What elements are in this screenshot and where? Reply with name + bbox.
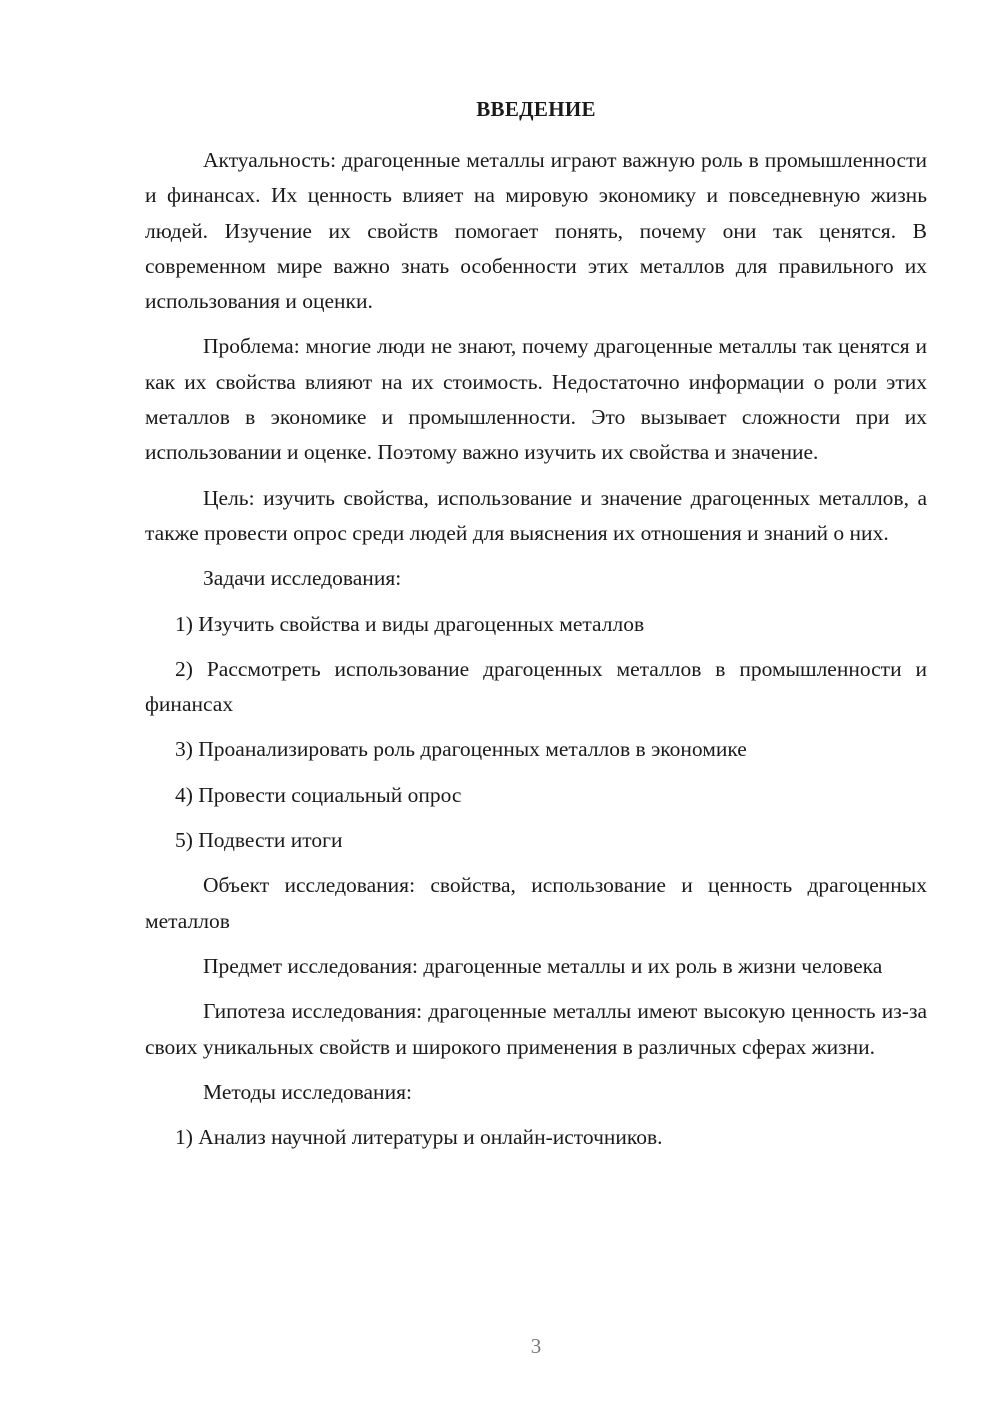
paragraph-object: Объект исследования: свойства, использование и ценность драгоценных металлов bbox=[145, 873, 927, 933]
section-title: ВВЕДЕНИЕ bbox=[476, 97, 596, 121]
method-item: 1) Анализ научной литературы и онлайн-источников. bbox=[175, 1125, 663, 1150]
task-item: 2) Рассмотреть использование драгоценных металлов в промышленности и финансах bbox=[145, 656, 927, 717]
page-number: 3 bbox=[530, 1334, 542, 1358]
document-body bbox=[145, 143, 927, 1165]
paragraph-problem: Проблема: многие люди не знают, почему драгоценные металлы так ценятся и как их свойства влияют на их стоимость. Недостаточно информации о роли этих металлов в экономике и промышленности. Это вызывает сложности при их использовании и оценке. Поэтому важно изучить их свойства и значение. bbox=[145, 334, 927, 465]
task-item: 3) Проанализировать роль драгоценных металлов в экономике bbox=[175, 737, 747, 762]
tasks-heading: Задачи исследования: bbox=[203, 566, 402, 591]
paragraph-subject: Предмет исследования: драгоценные металлы и их роль в жизни человека bbox=[203, 953, 883, 978]
methods-heading: Методы исследования: bbox=[203, 1079, 412, 1104]
task-item: 4) Провести социальный опрос bbox=[175, 782, 462, 807]
paragraph-goal: Цель: изучить свойства, использование и значение драгоценных металлов, а также провести опрос среди людей для выяснения их отношения и знаний о них. bbox=[145, 485, 927, 545]
paragraph-relevance: Актуальность: драгоценные металлы играют важную роль в промышленности и финансах. Их ценность влияет на мировую экономику и повседневную жизнь людей. Изучение их свойств помогает понять, почему они так ценятся. В современном мире важно знать особенности этих металлов для правильного их использования и оценки. bbox=[145, 148, 927, 314]
task-item: 1) Изучить свойства и виды драгоценных металлов bbox=[175, 611, 645, 636]
paragraph-hypothesis: Гипотеза исследования: драгоценные металлы имеют высокую ценность из-за своих уникальных свойств и широкого применения в различных сферах жизни. bbox=[145, 999, 927, 1059]
task-item: 5) Подвести итоги bbox=[175, 828, 343, 853]
